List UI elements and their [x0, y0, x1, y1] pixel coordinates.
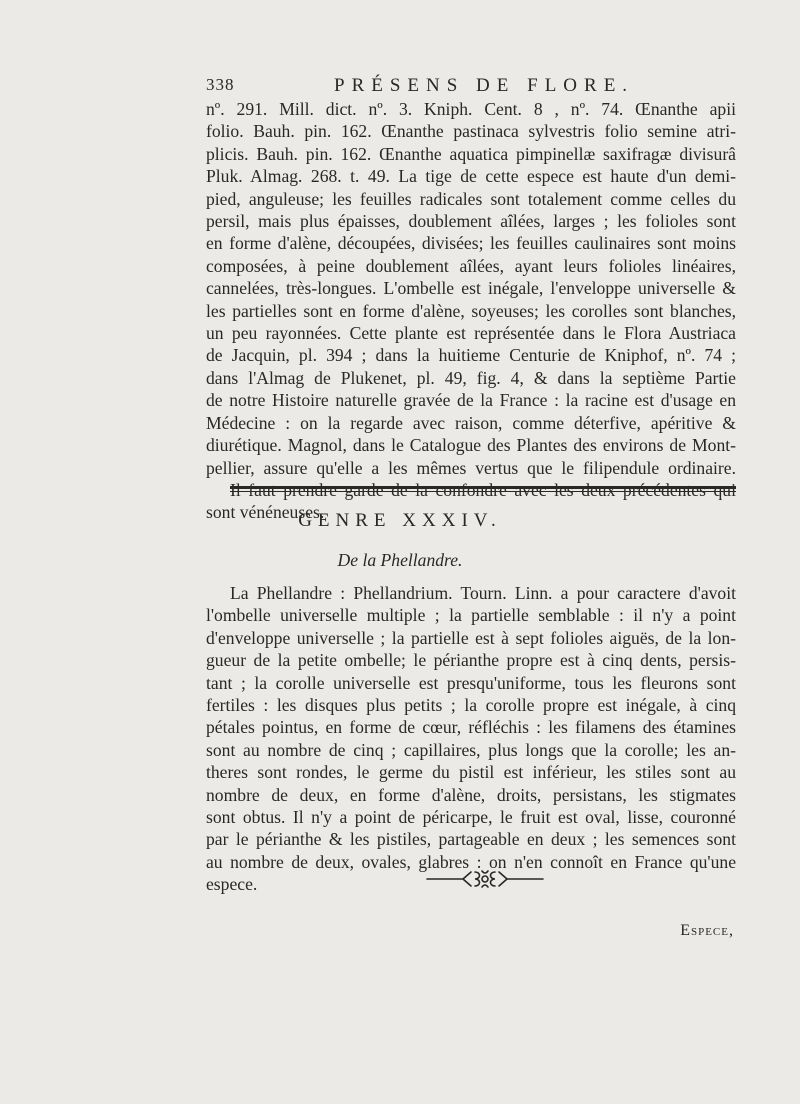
text-line: pellier, assure qu'elle a les mêmes vertus que le filipendule ordinaire.: [206, 457, 736, 478]
top-paragraph: [206, 98, 736, 524]
text-line: l'ombelle universelle multiple ; la partielle semblable : il n'y a point: [206, 605, 736, 626]
text-line: tant ; la corolle universelle est presqu'uniforme, tous les fleurons sont: [206, 672, 736, 693]
text-line: folio. Bauh. pin. 162. Œnanthe pastinaca sylvestris folio semine atri-: [206, 121, 736, 142]
text-line: de notre Histoire naturelle gravée de la France : la racine est d'usage en: [206, 390, 736, 411]
genre-heading: GENRE XXXIV.: [298, 510, 502, 531]
text-line: d'enveloppe universelle ; la partielle est à sept folioles aiguës, de la lon-: [206, 627, 736, 648]
text-line: nombre de deux, en forme d'alène, droits, persistans, les stigmates: [206, 784, 736, 805]
text-line: theres sont rondes, le germe du pistil est inférieur, les stiles sont au: [206, 762, 736, 783]
text-line: au nombre de deux, ovales, glabres : on n'en connoît en France qu'une: [206, 851, 736, 872]
text-line: espece.: [206, 874, 258, 895]
page-number: 338: [206, 75, 235, 94]
page-header: [206, 75, 664, 99]
text-line: sont au nombre de cinq ; capillaires, plus longs que la corolle; les an-: [206, 739, 736, 760]
text-line: Il faut prendre garde de la confondre avec les deux précédentes qui: [230, 479, 736, 500]
text-line: en forme d'alène, découpées, divisées; les feuilles caulinaires sont moins: [206, 233, 736, 254]
text-line: Médecine : on la regarde avec raison, comme déterfive, apéritive &: [206, 412, 736, 433]
text-line: Pluk. Almag. 268. t. 49. La tige de cette espece est haute d'un demi-: [206, 166, 736, 187]
text-line: gueur de la petite ombelle; le périanthe propre est à cinq dents, persis-: [206, 650, 736, 671]
text-line: plicis. Bauh. pin. 162. Œnanthe aquatica pimpinellæ saxifragæ divisurâ: [206, 143, 736, 164]
text-line: dans l'Almag de Plukenet, pl. 49, fig. 4, & dans la septième Partie: [206, 367, 736, 388]
text-line: par le périanthe & les pistiles, partageable en deux ; les semences sont: [206, 829, 736, 850]
text-line: pied, anguleuse; les feuilles radicales sont totalement comme celles du: [206, 188, 736, 209]
fleuron-ornament-icon: [425, 868, 545, 890]
text-line: La Phellandre : Phellandrium. Tourn. Linn. a pour caractere d'avoit: [230, 583, 736, 603]
text-line: composées, à peine doublement aîlées, ayant leurs folioles linéaires,: [206, 255, 736, 276]
text-line: de Jacquin, pl. 394 ; dans la huitieme Centurie de Kniphof, nº. 74 ;: [206, 345, 736, 366]
text-line: pétales pointus, en forme de cœur, réfléchis : les filamens des étamines: [206, 717, 736, 738]
running-title: PRÉSENS DE FLORE.: [334, 75, 635, 96]
text-line: cannelées, très-longues. L'ombelle est inégale, l'enveloppe universelle &: [206, 278, 736, 299]
section-subtitle: De la Phellandre.: [337, 550, 463, 570]
section-rule-thin: [230, 491, 736, 492]
text-line: fertiles : les disques plus petits ; la corolle propre est inégale, à cinq: [206, 695, 736, 716]
catchword: Espece,: [680, 922, 734, 939]
text-line: un peu rayonnées. Cette plante est représentée dans le Flora Austriaca: [206, 323, 736, 344]
text-line: diurétique. Magnol, dans le Catalogue des Plantes des environs de Mont-: [206, 435, 736, 456]
body-paragraph: [206, 582, 736, 896]
text-line: persil, mais plus épaisses, doublement aîlées, larges ; les folioles sont: [206, 211, 736, 232]
text-line: nº. 291. Mill. dict. nº. 3. Kniph. Cent. 8 , nº. 74. Œnanthe apii: [206, 99, 736, 119]
text-line: les partielles sont en forme d'alène, soyeuses; les corolles sont blanches,: [206, 300, 736, 321]
section-rule: [230, 486, 736, 489]
text-line: sont vénéneuses.: [206, 502, 325, 523]
text-line: sont obtus. Il n'y a point de péricarpe, le fruit est oval, lisse, couronné: [206, 807, 736, 828]
